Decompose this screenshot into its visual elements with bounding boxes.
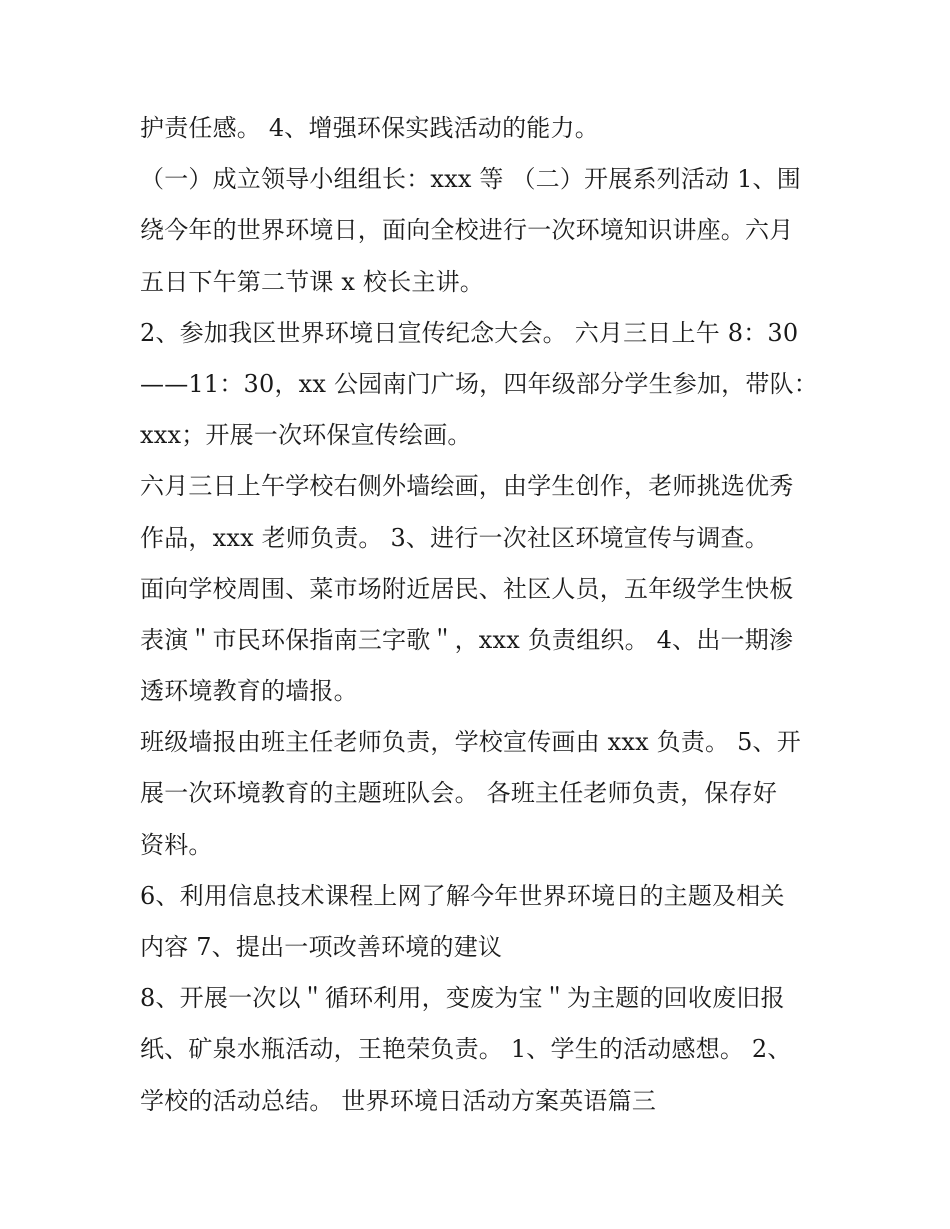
text-line-2: （一）成立领导小组组长：xxx 等 （二）开展系列活动 1、围 <box>140 165 801 194</box>
text-line-18: 8、开展一次以＂循环利用，变废为宝＂为主题的回收废旧报 <box>140 984 785 1013</box>
text-line-16: 6、利用信息技术课程上网了解今年世界环境日的主题及相关 <box>140 881 785 910</box>
text-line-12: 透环境教育的墙报。 <box>140 677 358 706</box>
text-line-13: 班级墙报由班主任老师负责，学校宣传画由 xxx 负责。 5、开 <box>140 728 801 757</box>
text-line-20: 学校的活动总结。 世界环境日活动方案英语篇三 <box>140 1086 657 1115</box>
text-line-19: 纸、矿泉水瓶活动，王艳荣负责。 1、学生的活动感想。 2、 <box>140 1035 792 1064</box>
text-line-7: xxx；开展一次环保宣传绘画。 <box>140 421 472 450</box>
text-line-3: 绕今年的世界环境日，面向全校进行一次环境知识讲座。六月 <box>140 216 794 245</box>
text-line-14: 展一次环境教育的主题班队会。 各班主任老师负责，保存好 <box>140 779 778 808</box>
text-line-9: 作品，xxx 老师负责。 3、进行一次社区环境宣传与调查。 <box>140 523 769 552</box>
text-line-6: ——11：30，xx 公园南门广场，四年级部分学生参加，带队： <box>140 369 818 398</box>
text-line-1: 护责任感。 4、增强环保实践活动的能力。 <box>140 114 599 142</box>
text-line-8: 六月三日上午学校右侧外墙绘画，由学生创作，老师挑选优秀 <box>140 472 794 501</box>
text-line-11: 表演＂市民环保指南三字歌＂，xxx 负责组织。 4、出一期渗 <box>140 625 794 654</box>
text-line-15: 资料。 <box>140 830 213 859</box>
text-line-10: 面向学校周围、菜市场附近居民、社区人员，五年级学生快板 <box>140 574 794 603</box>
text-line-5: 2、参加我区世界环境日宣传纪念大会。 六月三日上午 8：30 <box>140 318 799 347</box>
text-line-4: 五日下午第二节课 x 校长主讲。 <box>140 267 484 296</box>
document-body <box>140 103 830 1127</box>
text-line-17: 内容 7、提出一项改善环境的建议 <box>140 933 503 961</box>
